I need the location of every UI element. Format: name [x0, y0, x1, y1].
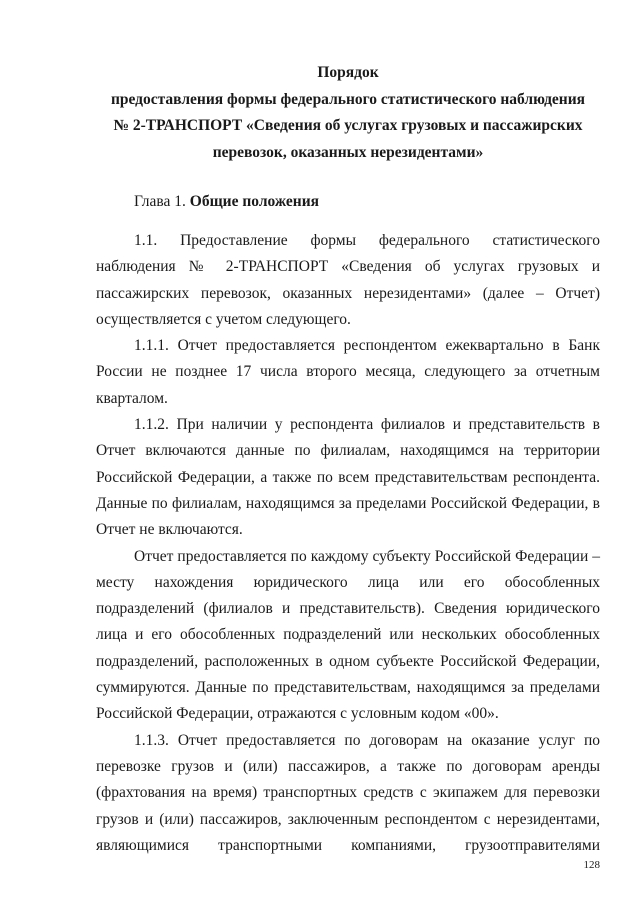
paragraph-1-1-1: 1.1.1. Отчет предоставляется респондентом ежеквартально в Банк России не позднее 17 числа второго месяца, следующего за отчетным кварталом. [96, 337, 600, 407]
chapter-title: Общие положения [189, 193, 320, 210]
title-line-2: предоставления формы федерального статистического наблюдения [110, 90, 586, 108]
title-line-4: перевозок, оказанных нерезидентами» [212, 143, 484, 161]
document-title [96, 60, 600, 166]
chapter-heading [134, 189, 319, 215]
page-number: 128 [583, 859, 600, 871]
body-text [96, 228, 600, 859]
paragraph-1-1: 1.1. Предоставление формы федерального статистического наблюдения № 2-ТРАНСПОРТ «Сведения об услугах грузовых и пассажирских перевозок, оказанных нерезидентами» (далее – Отчет) осуществляется с учетом следующего. [96, 232, 600, 328]
paragraph-1-1-2: 1.1.2. При наличии у респондента филиалов и представительств в Отчет включаются данные по филиалам, находящимся на территории Российской Федерации, а также по всем представительствам респондента. Данные по филиалам, находящимся за пределами Российской Федерации, в Отчет не включаются. [96, 416, 600, 539]
title-line-1: Порядок [317, 64, 379, 81]
chapter-prefix: Глава 1. [134, 193, 190, 210]
title-line-3: № 2-ТРАНСПОРТ «Сведения об услугах грузовых и пассажирских [113, 117, 583, 134]
paragraph-subjects: Отчет предоставляется по каждому субъекту Российской Федерации – месту нахождения юридического лица или его обособленных подразделений (филиалов и представительств). Сведения юридического лица и его обособленных подразделений или нескольких обособленных подразделений, расположенных в одном субъекте Российской Федерации, суммируются. Данные по представительствам, находящимся за пределами Российской Федерации, отражаются с условным кодом «00». [96, 547, 600, 723]
paragraph-1-1-3: 1.1.3. Отчет предоставляется по договорам на оказание услуг по перевозке грузов и (или) пассажиров, а также по договорам аренды (фрахтования на время) транспортных средств с экипажем для перевозки грузов и (или) пассажиров, заключенным респондентом с нерезидентами, являющимися транспортными компаниями, грузоотправителями [96, 731, 600, 854]
